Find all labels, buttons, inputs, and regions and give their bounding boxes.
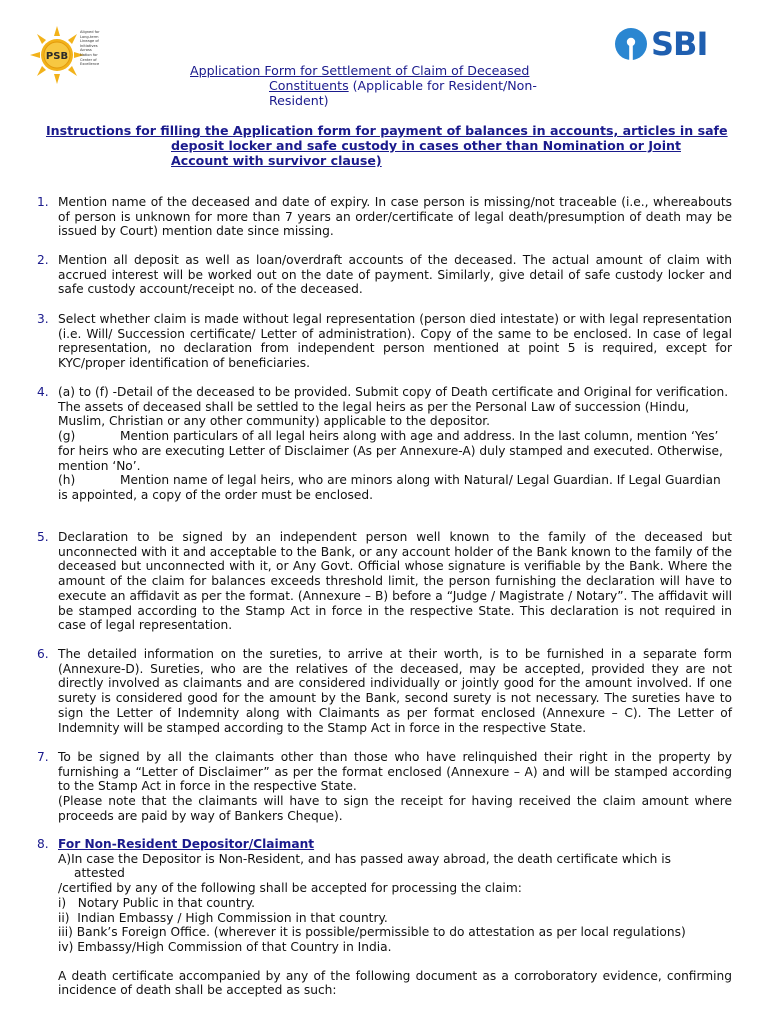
item-text-succession: The assets of deceased shall be settled to the legal heirs as per the Personal Law of succession (Hindu, Muslim, Christian or any other community) applicable to the depositor.	[58, 399, 690, 429]
instruction-item-4	[37, 385, 732, 503]
item-number: 4.	[37, 385, 49, 399]
item-text: To be signed by all the claimants other than those who have relinquished their right in the property by furnishing a “Letter of Disclaimer” as per the format enclosed (Annexure – A) and will be stamped according to the Stamp Act in force in the respective State.	[58, 750, 732, 794]
form-title	[190, 63, 610, 108]
instruction-item-2	[37, 253, 732, 297]
sbi-logo	[614, 26, 707, 62]
item-text-h-body: Mention name of legal heirs, who are minors along with Natural/ Legal Guardian. If Legal Guardian is appointed, a copy of the order must be enclosed.	[58, 473, 721, 502]
item-text-a3: /certified by any of the following shall be accepted for processing the claim:	[58, 881, 522, 896]
item-note: (Please note that the claimants will have to sign the receipt for having received the claim amount where proceeds are paid by way of Bankers Cheque).	[58, 794, 732, 823]
instructions-line-2b: custody in cases other than Nomination or Joint	[341, 138, 681, 153]
instruction-item-3	[37, 312, 732, 371]
title-line-3: Resident)	[269, 93, 329, 108]
instruction-item-6	[37, 647, 732, 735]
title-line-2-rest: (Applicable for Resident/Non-	[348, 78, 537, 93]
sbi-keyhole-icon	[614, 27, 648, 61]
item-text-g-body: Mention particulars of all legal heirs along with age and address. In the last column, mention ‘Yes’ for heirs who are executing Letter of Disclaimer (As per Annexure-A) duly stamped and executed. Otherwise, mention ‘No’.	[58, 429, 723, 473]
list-item: i) Notary Public in that country.	[58, 895, 255, 910]
psb-tagline: Aligned for Long-term Lineage of Initiatives Across Nation for Center of Excellence	[80, 30, 100, 67]
item-number: 8.	[37, 837, 49, 851]
item-text: Select whether claim is made without legal representation (person died intestate) or with legal representation (i.e. Will/ Succession certificate/ Letter of administration). Copy of the same to be enclosed. In case of legal representation, no declaration from independent person mentioned at point 5 is required, except for KYC/proper identification of beneficiaries.	[58, 312, 732, 371]
item-number: 3.	[37, 312, 49, 326]
item-text-h	[58, 473, 732, 502]
item-text: Mention name of the deceased and date of expiry. In case person is missing/not traceable (i.e., whereabouts of person is unknown for more than 7 years an order/certificate of legal death/presumption of death may be issued by Court) mention date since missing.	[58, 195, 732, 239]
item-number: 6.	[37, 647, 49, 661]
item-number: 2.	[37, 253, 49, 267]
psb-logo-text: PSB	[45, 51, 69, 62]
instruction-item-1	[37, 195, 732, 239]
item-text: The detailed information on the sureties, to arrive at their worth, is to be furnished in a separate form (Annexure-D). Sureties, who are the relatives of the deceased, may be accepted, provided they are not directly involved as claimants and are considered individually or jointly good for the amount involved. If one surety is considered good for the amount by the Bank, second surety is not necessary. The sureties have to sign the Letter of Indemnity along with Claimants as per format enclosed (Annexure – C). The Letter of Indemnity will be stamped according to the Stamp Act in force in the respective State.	[58, 647, 732, 735]
item-number: 1.	[37, 195, 49, 209]
item-text-g	[58, 429, 732, 473]
instructions-heading	[40, 123, 740, 168]
list-item: ii) Indian Embassy / High Commission in that country.	[58, 910, 388, 925]
instruction-item-5	[37, 530, 732, 633]
item-text-a-f: (a) to (f) -Detail of the deceased to be provided. Submit copy of Death certificate and Original for verification.	[58, 385, 729, 399]
item-label-h: (h)	[58, 473, 76, 488]
item-label-g: (g)	[58, 429, 76, 444]
psb-logo	[28, 24, 86, 86]
item-number: 5.	[37, 530, 49, 544]
list-item: iv) Embassy/High Commission of that Country in India.	[58, 939, 392, 954]
instructions-line-2a: deposit locker and safe	[171, 138, 342, 153]
instructions-line-3: Account with survivor clause)	[171, 153, 382, 168]
instruction-item-8	[37, 837, 732, 998]
instructions-line-1: Instructions for filling the Application form for payment of balances in accounts, articles in safe	[46, 123, 728, 138]
instruction-item-7	[37, 750, 732, 824]
non-resident-heading: For Non-Resident Depositor/Claimant	[58, 837, 315, 851]
title-line-1: Application Form for Settlement of Claim of Deceased	[190, 63, 530, 78]
item-text-a2: attested	[74, 866, 125, 881]
item-text-a1: A)In case the Depositor is Non-Resident, and has passed away abroad, the death certificate which is	[58, 851, 671, 866]
item-text-closing: A death certificate accompanied by any of the following document as a corroboratory evidence, confirming incidence of death shall be accepted as such:	[58, 968, 732, 998]
psb-sun-icon	[28, 24, 86, 86]
title-line-2: Constituents	[269, 78, 349, 93]
list-item: iii) Bank’s Foreign Office. (wherever it is possible/permissible to do attestation as per local regulations)	[58, 925, 686, 940]
item-number: 7.	[37, 750, 49, 764]
item-text: Mention all deposit as well as loan/overdraft accounts of the deceased. The actual amount of claim with accrued interest will be worked out on the date of payment. Similarly, give detail of safe custody locker and safe custody account/receipt no. of the deceased.	[58, 253, 732, 297]
item-text: Declaration to be signed by an independent person well known to the family of the deceased but unconnected with it and acceptable to the Bank, or any account holder of the Bank known to the family of the deceased but unconnected with it, or Any Govt. Official whose signature is verifiable by the Bank. Where the amount of the claim for balances exceeds threshold limit, the person furnishing the declaration will have to execute an affidavit as per the format. (Annexure – B) before a “Judge / Magistrate / Notary”. The affidavit will be stamped according to the Stamp Act in force in the respective State. This declaration is not required in case of legal representation.	[58, 530, 732, 633]
sbi-logo-text: SBI	[651, 25, 708, 63]
